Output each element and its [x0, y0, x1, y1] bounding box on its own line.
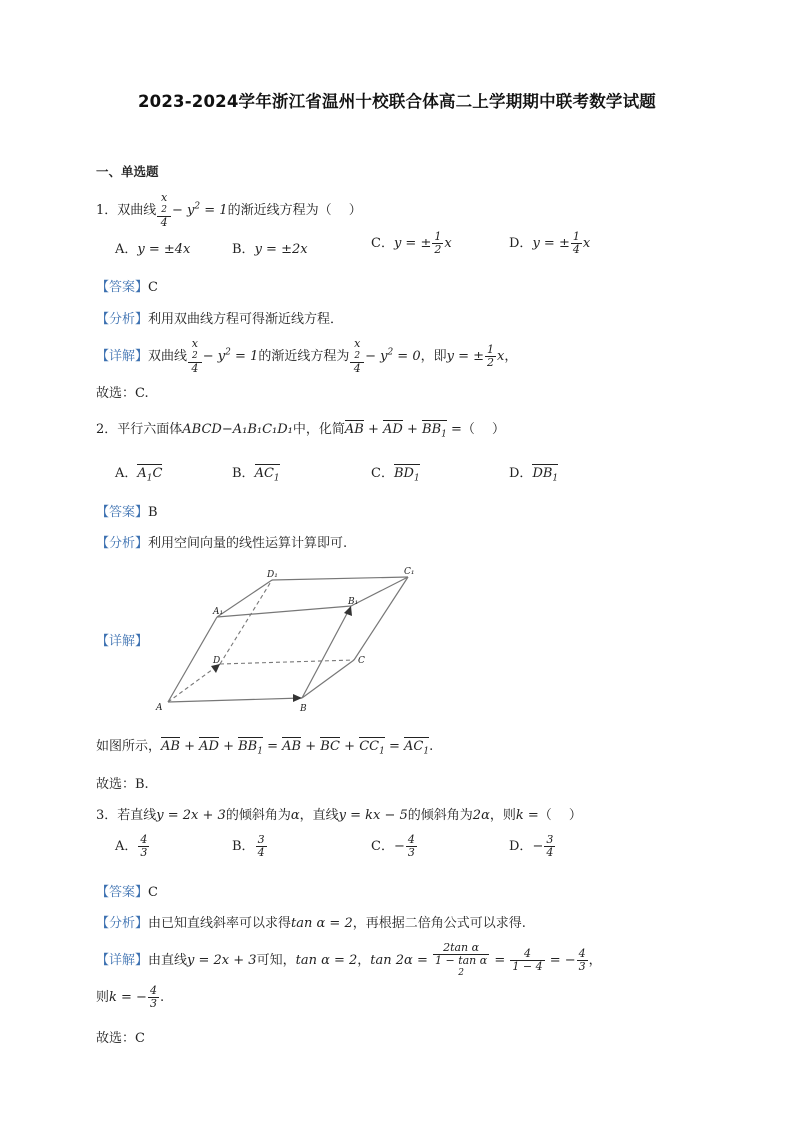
figure-edges — [168, 577, 408, 702]
q3-option-c-letter: C． — [371, 839, 394, 854]
q3-answer — [96, 881, 158, 900]
q3-detail-mid2: ， — [357, 953, 371, 968]
q2-stem-pre: 2．平行六面体 — [96, 422, 183, 437]
edge-a1d1 — [217, 580, 272, 617]
q1-detail-eq1: − $y^2 = 1$ — [202, 347, 259, 364]
q3-choose: 故选：C — [96, 1031, 145, 1046]
q2-analysis-text: 利用空间向量的线性运算计算即可. — [148, 536, 348, 551]
q1-option-b-value: y = ±2x — [254, 242, 308, 257]
section-heading: 一、单选题 — [96, 164, 159, 179]
q3-analysis-tag: 【分析】 — [96, 916, 149, 931]
q3-k-eq: k = — [515, 808, 539, 823]
q3-stem-pre: 3．若直线 — [96, 808, 157, 823]
q3-detail-formula: tan 2α = 2tan α 1 − tan α 2 = $\frac{4}{1 - 4}$ = − $\frac{4}{3}$ — [370, 941, 586, 978]
q3-alpha: α — [290, 808, 300, 823]
edge-ab — [168, 698, 302, 702]
q1-frac-x2-4: x 2 4 — [157, 192, 171, 229]
label-b: B — [300, 704, 307, 714]
q1-detail-tag: 【详解】 — [96, 349, 149, 364]
q3-answer-value: C — [148, 885, 158, 900]
q2-analysis-tag: 【分析】 — [96, 536, 149, 551]
q1-answer-value: C — [148, 280, 158, 295]
q2-option-b-letter: B． — [232, 466, 255, 481]
q2-stem-post: =（ ） — [446, 422, 506, 437]
label-a1: A₁ — [213, 607, 224, 617]
q1-option-a-letter: A． — [115, 242, 138, 257]
q1-option-d-value: y = ± $\frac{1}{4}$ x — [532, 230, 591, 256]
q1-analysis — [96, 308, 343, 327]
q1-option-c-letter: C． — [371, 236, 394, 251]
q2-solid: ABCD−A₁B₁C₁D₁ — [182, 422, 293, 437]
label-c: C — [358, 656, 365, 666]
q3-then-text: 则 — [96, 990, 110, 1005]
q3-analysis-pre: 由已知直线斜率可以求得 — [148, 916, 292, 931]
arrow-ab — [293, 694, 302, 702]
q1-stem-pre: 1．双曲线 — [96, 203, 157, 218]
q3-detail-mid: 可知， — [256, 953, 296, 968]
q3-detail — [96, 942, 602, 979]
q2-analysis — [96, 532, 347, 551]
q3-analysis — [96, 912, 526, 931]
q3-stem-end: （ ） — [538, 808, 582, 823]
q3-analysis-post: ，再根据二倍角公式可以求得. — [352, 916, 526, 931]
q1-option-a-value: y = ±4x — [137, 242, 191, 257]
q1-stem — [96, 192, 362, 229]
q2-option-d[interactable] — [509, 462, 558, 484]
q2-option-a-value: $A_1C$ — [137, 466, 163, 484]
q3-detail-tag: 【详解】 — [96, 953, 149, 968]
arrow-bb1 — [344, 606, 352, 616]
q3-stem-mid3: 的倾斜角为 — [407, 808, 473, 823]
q2-choose: 故选：B. — [96, 777, 149, 792]
edge-cc1 — [354, 577, 408, 660]
label-b1: B₁ — [348, 597, 359, 607]
q3-line1: y = 2x + 3 — [156, 808, 226, 823]
label-d: D — [213, 656, 221, 666]
q1-option-b-letter: B． — [232, 242, 255, 257]
q1-detail-end: ， — [504, 349, 518, 364]
figure-arrowheads — [211, 606, 352, 702]
q3-line2: y = kx − 5 — [338, 808, 408, 823]
q3-detail-end: ， — [588, 953, 602, 968]
q1-detail-mid: 的渐近线方程为 — [258, 349, 350, 364]
q3-stem-mid: 的倾斜角为 — [225, 808, 291, 823]
q1-d-frac: $\frac{1}{4}$ — [572, 230, 580, 256]
q3-option-b[interactable] — [232, 834, 268, 859]
q1-answer-tag: 【答案】 — [96, 280, 149, 295]
q1-option-a[interactable] — [115, 238, 190, 257]
q2-option-b[interactable] — [232, 462, 280, 484]
q1-analysis-tag: 【分析】 — [96, 312, 149, 327]
q3-option-d[interactable] — [509, 834, 556, 859]
q3-option-a-letter: A． — [115, 839, 138, 854]
q2-answer-value: B — [148, 505, 158, 520]
q1-detail-frac1: x 2 4 — [188, 338, 202, 375]
q3-then-period: . — [159, 990, 165, 1005]
q2-detail-tag-row — [96, 630, 148, 649]
q1-option-d[interactable] — [509, 231, 590, 256]
figure-labels — [155, 567, 415, 714]
q2-stem — [96, 418, 505, 440]
q3-detail-line: y = 2x + 3 — [187, 953, 257, 968]
edge-a1b1 — [217, 606, 351, 617]
q2-option-d-value: $DB_1$ — [532, 466, 559, 484]
q1-option-b[interactable] — [232, 238, 308, 257]
q2-option-c-value: $BD_1$ — [393, 466, 420, 484]
q2-fig-text: 如图所示， — [96, 739, 162, 754]
q3-stem — [96, 804, 582, 823]
q3-option-c-value: − $\frac{4}{3}$ — [393, 833, 415, 859]
q3-then — [96, 985, 164, 1010]
q2-option-d-letter: D． — [509, 466, 533, 481]
q2-option-c-letter: C． — [371, 466, 394, 481]
edge-d1c1 — [272, 577, 408, 580]
q2-figure-text — [96, 735, 433, 757]
q1-detail — [96, 338, 517, 375]
q3-detail-tan: tan α = 2 — [295, 953, 358, 968]
q2-answer — [96, 501, 158, 520]
q3-stem-mid2: ，直线 — [299, 808, 339, 823]
parallelepiped-figure — [150, 560, 425, 720]
q1-choose: 故选：C. — [96, 386, 149, 401]
q1-detail-eq3: y = ± $\frac{1}{2}$ x — [446, 343, 505, 369]
label-c1: C₁ — [404, 567, 415, 577]
page-title: 2023-2024学年浙江省温州十校联合体高二上学期期中联考数学试题 — [138, 92, 656, 111]
label-d1: D₁ — [267, 570, 278, 580]
q3-option-c[interactable] — [371, 834, 418, 859]
q1-c-frac: $\frac{1}{2}$ — [434, 230, 442, 256]
label-a: A — [156, 703, 163, 713]
q2-vector-expr: AB + AD + $BB_1$ — [344, 422, 447, 440]
q3-stem-post: ，则 — [489, 808, 516, 823]
q3-then-k: k = − $\frac{4}{3}$ — [109, 984, 157, 1010]
q3-answer-tag: 【答案】 — [96, 885, 149, 900]
figure-hidden-edges — [168, 580, 354, 702]
q3-detail-pre: 由直线 — [148, 953, 188, 968]
q3-option-a-value: $\frac{4}{3}$ — [140, 833, 148, 859]
q2-solution-expr: AB + AD + $BB_1$ = AB + BC + $CC_1 = AC_1$ — [161, 739, 430, 757]
q1-analysis-text: 利用双曲线方程可得渐近线方程． — [148, 312, 344, 327]
edge-bc — [302, 660, 354, 698]
q1-detail-pre: 双曲线 — [148, 349, 188, 364]
q3-two-alpha: 2α — [472, 808, 490, 823]
q3-analysis-math: tan α = 2 — [291, 916, 353, 931]
q1-stem-post: 的渐近线方程为（ ） — [227, 203, 362, 218]
q1-detail-eq2: − $y^2 = 0$ — [365, 347, 421, 364]
q2-solution-period: . — [429, 739, 434, 754]
q3-option-d-value: − $\frac{3}{4}$ — [532, 833, 554, 859]
q1-detail-frac2: x 2 4 — [350, 338, 364, 375]
edge-b1c1 — [351, 577, 408, 606]
q3-option-b-letter: B． — [232, 839, 255, 854]
q3-option-b-value: $\frac{3}{4}$ — [257, 833, 265, 859]
q2-option-a[interactable] — [115, 462, 162, 484]
q3-option-d-letter: D． — [509, 839, 533, 854]
q2-stem-mid: 中，化简 — [292, 422, 345, 437]
q2-option-b-value: $AC_1$ — [254, 466, 280, 484]
q1-option-c-value: y = ± $\frac{1}{2}$ x — [393, 230, 452, 256]
q1-detail-mid2: ，即 — [420, 349, 447, 364]
edge-dd1 — [220, 580, 272, 664]
edge-dc — [220, 660, 354, 664]
q2-option-a-letter: A． — [115, 466, 138, 481]
q1-eq-rest: − $y^2 = 1$ — [172, 201, 228, 218]
q1-answer — [96, 276, 158, 295]
q3-option-a[interactable] — [115, 834, 150, 859]
edge-bb1 — [302, 606, 351, 698]
q2-option-c[interactable] — [371, 462, 420, 484]
q2-detail-tag: 【详解】 — [96, 634, 149, 649]
q1-option-d-letter: D． — [509, 236, 533, 251]
edge-aa1 — [168, 617, 217, 702]
q2-answer-tag: 【答案】 — [96, 505, 149, 520]
q1-option-c[interactable] — [371, 231, 452, 256]
edge-ad — [168, 664, 220, 702]
